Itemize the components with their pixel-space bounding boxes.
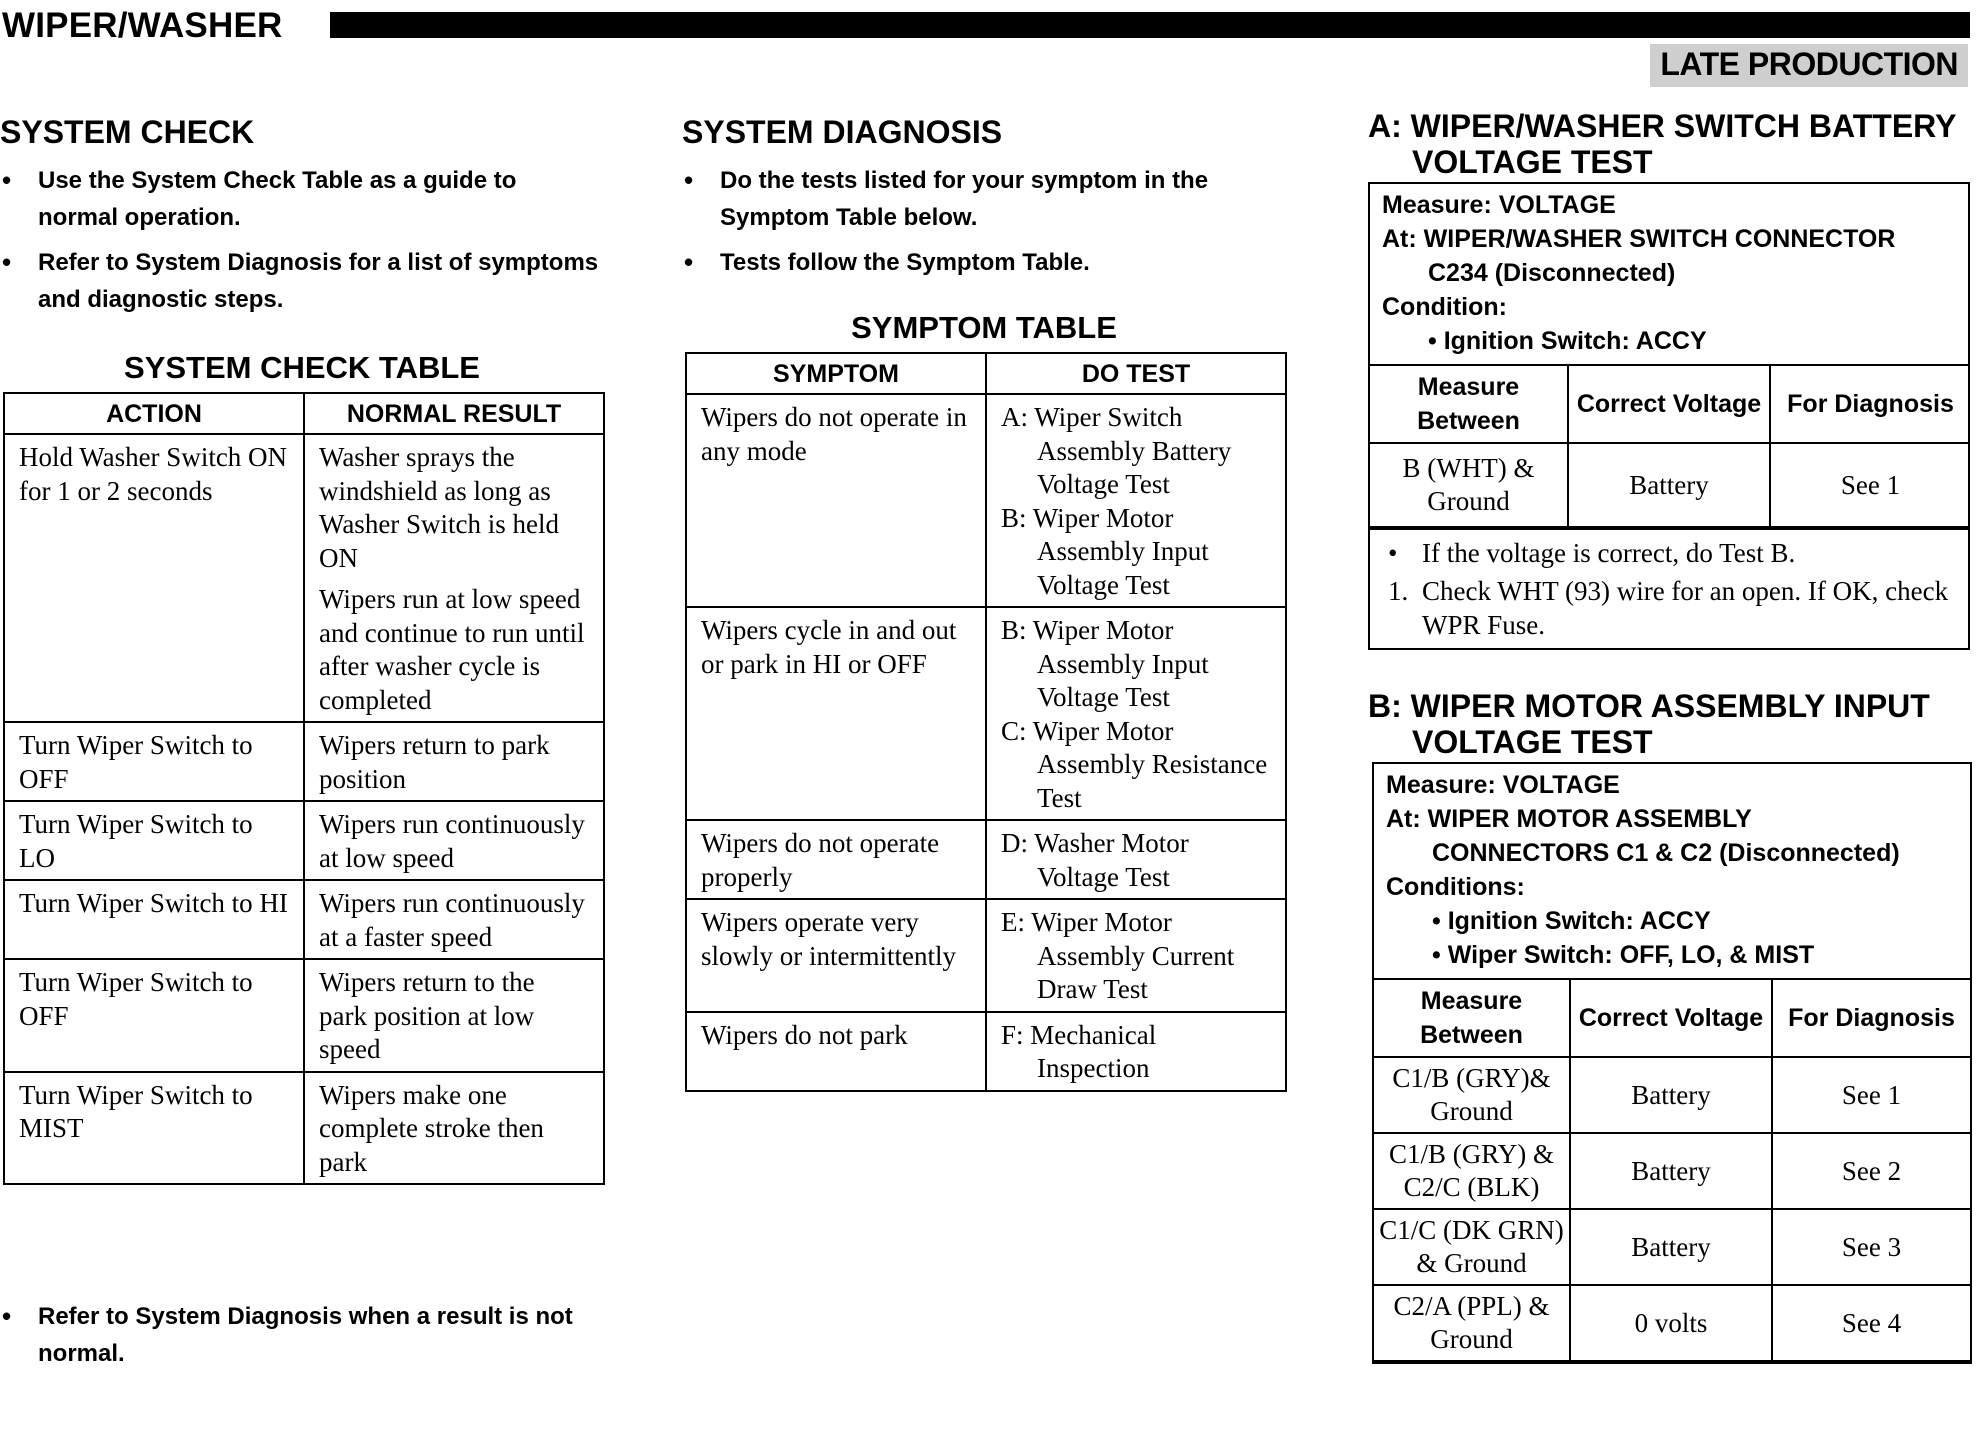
column-header-measure-between: Measure Between — [1374, 979, 1570, 1057]
system-check-table — [3, 392, 605, 1185]
table-row — [4, 801, 604, 880]
test-cell — [986, 820, 1286, 899]
measure-between-cell: C1/B (GRY) & C2/C (BLK) — [1374, 1133, 1570, 1209]
test-b-box — [1372, 762, 1972, 1364]
action-cell: Turn Wiper Switch to OFF — [4, 959, 304, 1072]
bullet-item: • Do the tests listed for your symptom in the Symptom Table below. — [682, 162, 1286, 236]
correct-voltage-cell: Battery — [1570, 1209, 1772, 1285]
system-diagnosis-bullets — [682, 162, 1286, 289]
table-row — [4, 722, 604, 801]
test-b-meta — [1374, 764, 1970, 978]
column-header-action: ACTION — [4, 393, 304, 434]
result-text: Wipers run at low speed and continue to run until after washer cycle is completed — [319, 584, 585, 715]
column-header-for-diagnosis: For Diagnosis — [1772, 979, 1970, 1057]
test-cell — [986, 394, 1286, 607]
bullet-item: • Refer to System Diagnosis when a result is not normal. — [0, 1298, 604, 1372]
test-link: D: Washer Motor Voltage Test — [1001, 828, 1189, 892]
test-a-notes — [1370, 528, 1968, 648]
test-cell — [986, 1012, 1286, 1091]
table-row — [4, 959, 604, 1072]
diagnosis-cell: See 2 — [1772, 1133, 1970, 1209]
symptom-table — [685, 352, 1287, 1092]
table-row — [686, 820, 1286, 899]
column-header-do-test: DO TEST — [986, 353, 1286, 394]
action-cell: Turn Wiper Switch to OFF — [4, 722, 304, 801]
symptom-cell: Wipers do not operate in any mode — [686, 394, 986, 607]
action-cell: Turn Wiper Switch to LO — [4, 801, 304, 880]
correct-voltage-cell: Battery — [1570, 1133, 1772, 1209]
test-link: C: Wiper Motor Assembly Resistance Test — [1001, 715, 1268, 813]
bullet-item: • Use the System Check Table as a guide to normal operation. — [0, 162, 600, 236]
test-a-table — [1370, 364, 1970, 528]
diagnosis-cell: See 1 — [1770, 443, 1970, 527]
test-cell — [986, 899, 1286, 1012]
test-b-table — [1374, 978, 1970, 1362]
result-cell: Wipers run continuously at a faster speed — [304, 880, 604, 959]
test-a-at: At: WIPER/WASHER SWITCH CONNECTOR — [1382, 225, 1896, 253]
action-cell: Turn Wiper Switch to HI — [4, 880, 304, 959]
table-header-row — [4, 393, 604, 434]
test-b-condition-label: Conditions: — [1386, 873, 1525, 901]
table-row — [4, 1072, 604, 1185]
test-a-measure: Measure: VOLTAGE — [1382, 191, 1616, 219]
diagnosis-cell: See 4 — [1772, 1285, 1970, 1361]
header-rule — [330, 12, 1970, 38]
table-row — [686, 607, 1286, 820]
result-cell: Wipers return to the park position at low speed — [304, 959, 604, 1072]
result-cell — [304, 434, 604, 722]
test-b-measure: Measure: VOLTAGE — [1386, 771, 1620, 799]
symptom-cell: Wipers do not operate properly — [686, 820, 986, 899]
test-b-heading-line1: B: WIPER MOTOR ASSEMBLY INPUT — [1368, 688, 1930, 724]
test-cell — [986, 607, 1286, 820]
note-item: 1. Check WHT (93) wire for an open. If OK, check WPR Fuse. — [1388, 576, 1949, 640]
table-header-row — [686, 353, 1286, 394]
test-link: E: Wiper Motor Assembly Current Draw Test — [1001, 907, 1235, 1004]
column-header-for-diagnosis: For Diagnosis — [1770, 365, 1970, 443]
symptom-cell: Wipers operate very slowly or intermittently — [686, 899, 986, 1012]
result-text: Washer sprays the windshield as long as Washer Switch is held ON — [319, 442, 560, 573]
test-a-condition: • Ignition Switch: ACCY — [1428, 327, 1707, 355]
diagnosis-cell: See 1 — [1772, 1057, 1970, 1133]
table-row — [686, 899, 1286, 1012]
action-cell: Hold Washer Switch ON for 1 or 2 seconds — [4, 434, 304, 722]
symptom-cell: Wipers cycle in and out or park in HI or OFF — [686, 607, 986, 820]
table-row — [686, 394, 1286, 607]
column-header-correct-voltage: Correct Voltage — [1568, 365, 1770, 443]
system-diagnosis-heading: SYSTEM DIAGNOSIS — [682, 114, 1003, 150]
table-header-row — [1370, 365, 1970, 443]
table-row — [1374, 1057, 1970, 1133]
note-item: • If the voltage is correct, do Test B. — [1388, 538, 1796, 568]
table-row — [4, 434, 604, 722]
page-title: WIPER/WASHER — [2, 6, 283, 45]
correct-voltage-cell: Battery — [1568, 443, 1770, 527]
table-row — [1374, 1133, 1970, 1209]
table-row — [1370, 443, 1970, 527]
measure-between-cell: C1/C (DK GRN) & Ground — [1374, 1209, 1570, 1285]
test-b-condition: • Wiper Switch: OFF, LO, & MIST — [1432, 941, 1815, 969]
table-header-row — [1374, 979, 1970, 1057]
result-cell: Wipers return to park position — [304, 722, 604, 801]
diagnosis-cell: See 3 — [1772, 1209, 1970, 1285]
test-b-condition: • Ignition Switch: ACCY — [1432, 907, 1711, 935]
test-b-heading — [1368, 688, 1930, 760]
table-row — [1374, 1209, 1970, 1285]
test-a-meta — [1370, 184, 1968, 364]
correct-voltage-cell: 0 volts — [1570, 1285, 1772, 1361]
test-link: B: Wiper Motor Assembly Input Voltage Test — [1001, 615, 1209, 712]
column-header-symptom: SYMPTOM — [686, 353, 986, 394]
test-b-heading-line2: VOLTAGE TEST — [1412, 724, 1653, 760]
column-header-correct-voltage: Correct Voltage — [1570, 979, 1772, 1057]
symptom-table-title: SYMPTOM TABLE — [851, 310, 1117, 345]
late-production-badge: LATE PRODUCTION — [1650, 44, 1968, 87]
system-check-heading: SYSTEM CHECK — [0, 114, 255, 150]
test-link: B: Wiper Motor Assembly Input Voltage Test — [1001, 502, 1209, 600]
table-row — [4, 880, 604, 959]
bullet-item: • Refer to System Diagnosis for a list of symptoms and diagnostic steps. — [0, 244, 600, 318]
result-cell: Wipers make one complete stroke then park — [304, 1072, 604, 1185]
test-a-heading — [1368, 108, 1956, 180]
test-link: A: Wiper Switch Assembly Battery Voltage Test — [1001, 402, 1232, 499]
test-a-box — [1368, 182, 1970, 650]
test-a-heading-line2: VOLTAGE TEST — [1412, 144, 1653, 180]
table-row — [1374, 1285, 1970, 1361]
measure-between-cell: C2/A (PPL) & Ground — [1374, 1285, 1570, 1361]
measure-between-cell: C1/B (GRY)& Ground — [1374, 1057, 1570, 1133]
test-a-condition-label: Condition: — [1382, 293, 1507, 321]
symptom-cell: Wipers do not park — [686, 1012, 986, 1091]
system-check-bullets — [0, 162, 600, 326]
action-cell: Turn Wiper Switch to MIST — [4, 1072, 304, 1185]
test-b-at-cont: CONNECTORS C1 & C2 (Disconnected) — [1432, 839, 1900, 867]
measure-between-cell: B (WHT) & Ground — [1370, 443, 1568, 527]
table-row — [686, 1012, 1286, 1091]
correct-voltage-cell: Battery — [1570, 1057, 1772, 1133]
column-header-normal-result: NORMAL RESULT — [304, 393, 604, 434]
system-check-table-title: SYSTEM CHECK TABLE — [124, 350, 480, 385]
system-check-footer-note — [0, 1298, 604, 1380]
test-a-heading-line1: A: WIPER/WASHER SWITCH BATTERY — [1368, 108, 1957, 144]
test-a-at-cont: C234 (Disconnected) — [1428, 259, 1676, 287]
test-link: F: Mechanical Inspection — [1001, 1019, 1157, 1083]
column-header-measure-between: Measure Between — [1370, 365, 1568, 443]
bullet-item: • Tests follow the Symptom Table. — [682, 244, 1286, 281]
test-b-at: At: WIPER MOTOR ASSEMBLY — [1386, 805, 1752, 833]
result-cell: Wipers run continuously at low speed — [304, 801, 604, 880]
